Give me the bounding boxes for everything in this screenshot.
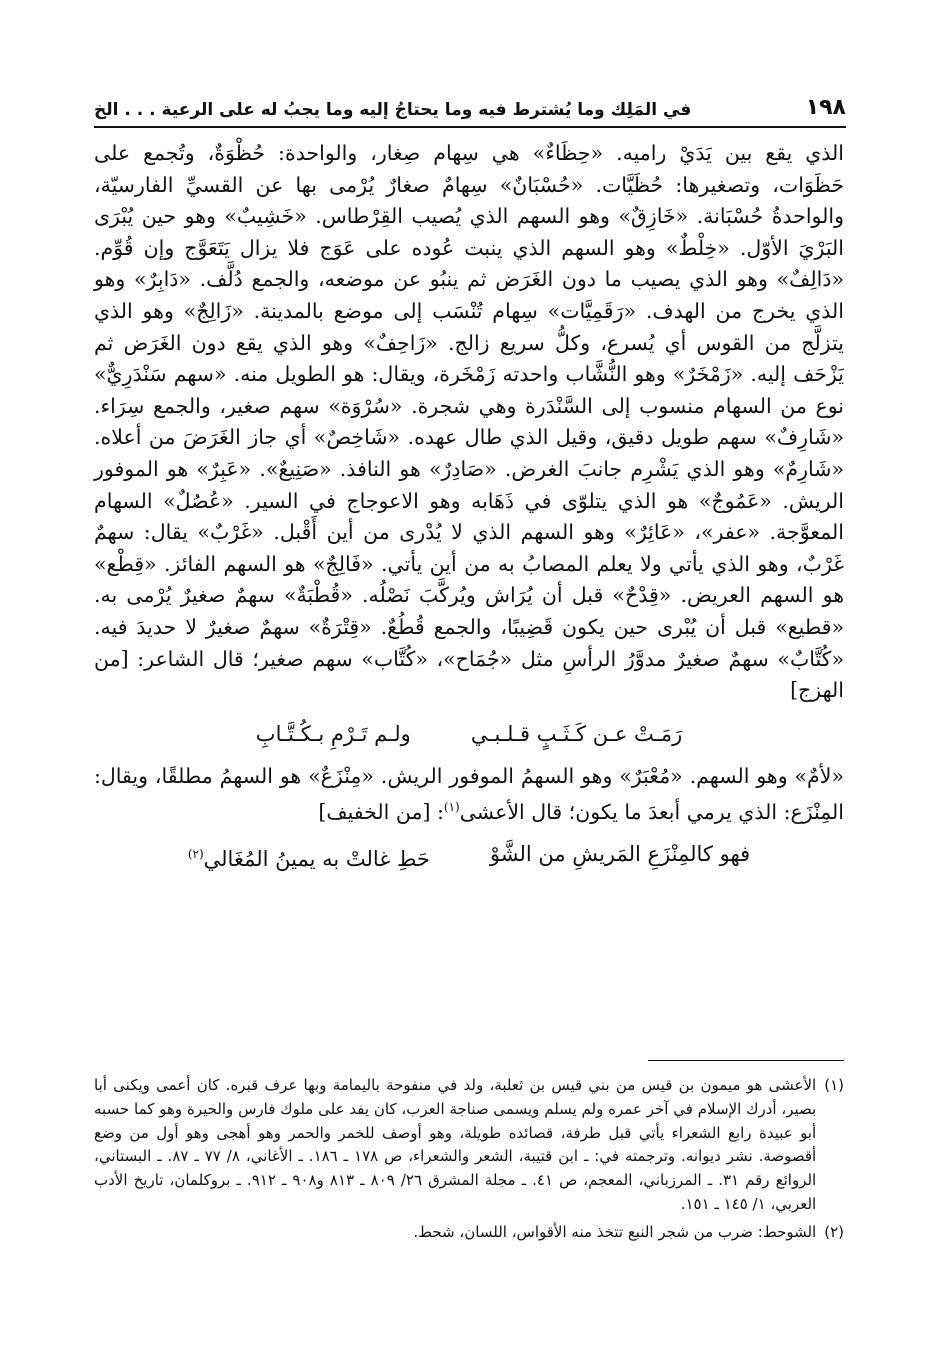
- footnotes: [94, 1074, 844, 1245]
- verse-line: [94, 719, 844, 753]
- footnote-marker: (٢): [824, 1222, 844, 1241]
- main-text: [94, 138, 844, 881]
- footnote-marker: (١): [824, 1076, 844, 1094]
- verse-line: [94, 839, 844, 873]
- paragraph-text: «لأمٌ» وهو السهم. «مُعْبَرٌ» وهو السهمُ الموفور الريش. «مِنْزَعٌ» هو السهمُ مطلقًا، ويقال: المِنْزَع: الذي يرمي أبعدَ ما يكون؛ قال الأعشى: [94, 763, 844, 825]
- verse-hemistich-first: فهو كالمِنْزَعِ المَريشِ من الشَّوْ: [489, 841, 751, 866]
- running-title: في المَلِك وما يُشترط فيه وما يحتاجُ إليه وما يجبُ له على الرعية . . . الخ: [94, 100, 692, 120]
- footnote: [94, 1221, 844, 1245]
- page-header: [94, 86, 846, 128]
- page-number: ١٩٨: [805, 95, 846, 120]
- verse-hemistich-second: ولـم تَـرْمِ بـكُـتَّـابِ: [255, 721, 411, 746]
- verse-hemistich-first: رَمَـتْ عـن كَـثَـبٍ قـلـبـي: [470, 721, 683, 746]
- footnote-reference[interactable]: (٢): [187, 846, 204, 861]
- paragraph: [94, 761, 844, 829]
- paragraph-text: : [من الخفيف]: [318, 800, 444, 825]
- footnote-text: الأعشى هو ميمون بن قيس من بني قيس بن ثعلبة، ولد في منفوحة باليمامة وبها عرف قبره. كان أعمى ويكنى أبا بصير، أدرك الإسلام في آخر عمره ولم يسلم ويسمى صناجة العرب، كان يفد على ملوك فارس والحيرة وهو كما حسبه أبو عبيدة رابع الشعراء يأتي قبل طرفة، قصائده طويلة، وهو أوصف للخمر والحمر وهو أهجى وهو أول من وضع أقصوصة. نشر ديوانه. وترجمته في: ـ ابن قتيبة، الشعر والشعراء، ص ١٧٨ ـ ١٨٦. ـ الأغاني، ٨/ ٧٧ ـ ٨٧. ـ البستاني، الروائع رقم ٣١. ـ المرزباني، المعجم، ص ٤١. ـ مجلة المشرق ٢٦/ ٨٠٩ ـ ٨١٣ و٩٠٨ ـ ٩١٢. ـ بروكلمان، تاريخ الأدب العربي، ١/ ١٤٥ ـ ١٥١.: [94, 1076, 817, 1213]
- footnote: [94, 1074, 844, 1217]
- paragraph: الذي يقع بين يَدَيْ راميه. «حِظَاءٌ» هي سِهام صِغار، والواحدة: حُظْوَةٌ، وتُجمع على حَظَوَات، وتصغيرها: حُظَيَّات. «حُسْبَانٌ» سِهامٌ صغارٌ يُرْمى بها عن القسيِّ الفارسيّة، والواحدةُ حُسْبَانة. «خَازِقٌ» وهو السهم الذي يُصيب القِرْطاس. «خَشِيبٌ» وهو حين يُبْرَى البَرْيَ الأوّل. «خِلْطٌ» وهو السهم الذي ينبت عُوده على عَوَج فلا يزال يَتَعَوَّج وإن قُوِّم. «دَالِفٌ» وهو الذي يصيب ما دون الغَرَض ثم ينبُو عن موضعه، والجمع دُلَّف. «دَابِرٌ» وهو الذي يخرج من الهدف. «رَقَمِيَّات» سِهام تُنْسَب إلى موضع بالمدينة. «زَالِجٌ» وهو الذي يتزلَّج من القوس أي يُسرع، وكلُّ سريع زالج. «زَاحِفٌ» وهو الذي يقع دون الغَرَض ثم يَزْحَف إليه. «زَمْخَرٌ» وهو النُّشَّاب واحدته زَمْخَرة، ويقال: هو الطويل منه. «سهم سَنْدَرِيٌّ» نوع من السهام منسوب إلى السَّنْدَرة وهي شجرة. «سُرْوَة» سهم صغير، والجمع سِرَاء. «شَارِفٌ» سهم طويل دقيق، وقيل الذي طال عهده. «شَاخِصٌ» أي جاز الغَرَضَ من أعلاه. «شَارِمٌ» وهو الذي يَشْرِم جانبَ الغرض. «صَادِرٌ» هو النافذ. «صَنِيعٌ». «عَبِرٌ» هو الموفور الريش. «عَمُوجٌ» هو الذي يتلوّى في ذَهَابه وهو الاعوجاج في السير. «عُصُلٌ» السهام المعوَّجة. «عفر»، «عَائِرٌ» وهو السهم الذي لا يُدْرى من أين أَقْبل. «غَرْبٌ» يقال: سهمٌ غَرْبٌ، وهو الذي يأتي ولا يعلم المصابُ به من أين يأتي. «فَالِجٌ» هو السهم الفائز. «قِطْع» هو السهم العريض. «قِدْحٌ» قبل أن يُرَاش ويُركَّبَ نَصْلُه. «قُطْبَةٌ» سهمٌ صغيرٌ يُرْمى به. «قطيع» قبل أن يُبْرى حين يكون قَضِيبًا، والجمع قُطُعٌ. «قِتْرَةٌ» سهمٌ صغيرٌ لا حديدَ فيه. «كُتَّابٌ» سهمٌ صغيرٌ مدوَّرُ الرأسِ مثل «جُمَاح»، «كُتَّاب» سهم صغير؛ قال الشاعر: [من الهزج]: [94, 141, 844, 703]
- verse-text: حَطِ غالتْ به يمينُ المُغَالي: [203, 846, 430, 871]
- verse-hemistich-second: [188, 839, 430, 873]
- footnote-separator: [648, 1060, 844, 1061]
- footnote-text: الشوحط: ضرب من شجر النبع تتخذ منه الأقواس، اللسان، شحط.: [413, 1222, 817, 1241]
- footnote-reference[interactable]: (١): [443, 800, 460, 815]
